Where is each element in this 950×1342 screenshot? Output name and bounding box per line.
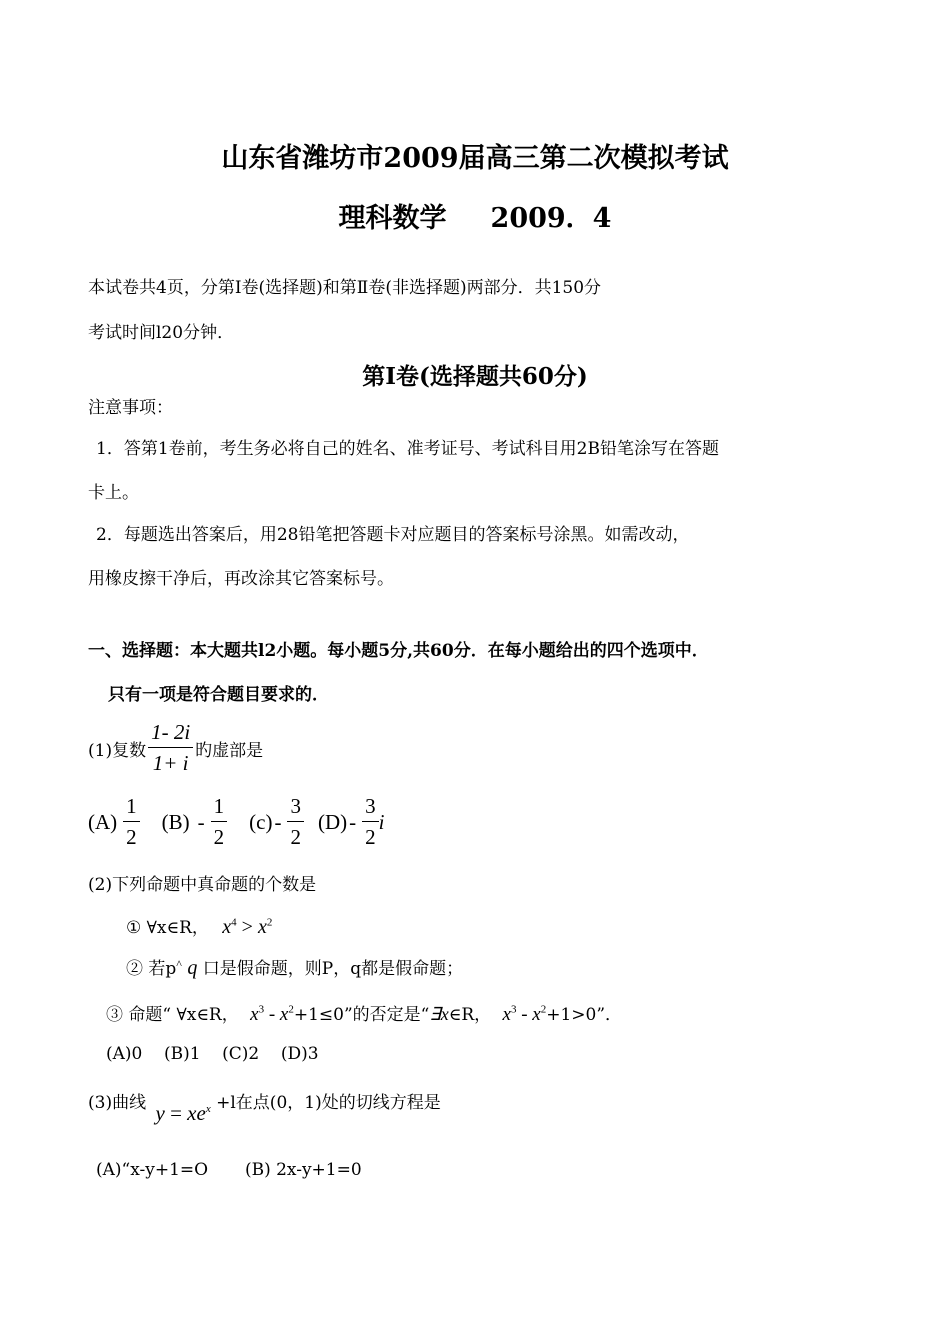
q1-option-a-num: 1	[123, 796, 140, 822]
q1-option-b-num: 1	[211, 796, 228, 822]
q3-option-b: (B) 2x-y+1=0	[244, 1160, 362, 1180]
subject-label: 理科数学	[338, 203, 447, 234]
question-2-stem: (2)下列命题中真命题的个数是	[88, 875, 317, 895]
q1-denominator: 1+ i	[152, 751, 189, 775]
exam-subtitle	[0, 196, 950, 235]
q2-item-3-mid: +1≤0”的否定是“	[293, 1005, 430, 1025]
q2-item-3-exists: ∃x	[429, 1004, 449, 1024]
q2-item-3-mid2: ∈R，	[448, 1005, 492, 1025]
q1-option-c-label: (c)	[249, 809, 273, 834]
q3-suffix: +l在点(0，1)处的切线方程是	[216, 1093, 441, 1113]
note-2-line-2: 用橡皮擦干净后，再改涂其它答案标号。	[88, 569, 394, 589]
intro-line-1: 本试卷共4页，分第I卷(选择题)和第Ⅱ卷(非选择题)两部分．共150分	[88, 278, 602, 298]
q2-item-2-suffix: 口是假命题，则P，q都是假命题；	[202, 959, 464, 979]
part-heading-line-1: 一、选择题：本大题共l2小题。每小题5分,共60分．在每小题给出的四个选项中．	[88, 641, 709, 661]
q1-option-d-sign: -	[349, 809, 357, 834]
q1-option-c-num: 3	[287, 796, 304, 822]
q1-option-d-fraction	[362, 796, 379, 848]
q3-prefix: (3)曲线	[88, 1093, 147, 1113]
note-1-line-2: 卡上。	[88, 483, 139, 503]
q2-item-3-formula-1: $x^3 - x^2$	[250, 1003, 294, 1025]
q1-option-a-den: 2	[126, 825, 137, 849]
q1-option-d-unit: i	[378, 809, 385, 834]
q2-item-1-formula: $x^4 > x^2$	[222, 916, 273, 938]
q3-formula: $y = xe^x$	[155, 1101, 211, 1125]
q2-options: (A)0 (B)1 (C)2 (D)3	[106, 1044, 319, 1064]
q1-option-a-label: (A)	[88, 809, 118, 834]
q1-option-b-label: (B)	[161, 809, 190, 834]
intro-line-2: 考试时间l20分钟．	[88, 323, 235, 343]
q3-option-a: (A)“x-y+1=O	[96, 1160, 209, 1180]
question-3-stem	[88, 1088, 441, 1125]
question-1-options	[88, 793, 384, 851]
q2-item-2: ② 若p^ q 口是假命题，则P，q都是假命题；	[126, 957, 464, 979]
q2-item-1-prefix: ① ∀x∈R，	[126, 918, 209, 938]
q2-item-2-q: q	[187, 957, 198, 979]
q1-option-c-fraction	[287, 796, 304, 848]
note-1-line-1: 1．答第1卷前，考生务必将自己的姓名、准考证号、考试科目用2B铅笔涂写在答题	[96, 439, 719, 459]
exam-title: 山东省潍坊市2009届高三第二次模拟考试	[221, 143, 729, 174]
q1-prefix: (1)复数	[88, 740, 147, 761]
q1-numerator: 1- 2i	[148, 722, 193, 748]
q2-item-3-suffix: +1>0”．	[546, 1005, 623, 1025]
note-2-line-1: 2．每题选出答案后，用28铅笔把答题卡对应题目的答案标号涂黑。如需改动，	[96, 525, 690, 545]
q1-option-d-num: 3	[362, 796, 379, 822]
q1-option-d-label: (D)	[317, 809, 348, 834]
q2-item-2-prefix: ② 若p	[126, 959, 177, 979]
q1-option-d-den: 2	[365, 825, 376, 849]
q2-item-1	[126, 913, 272, 939]
section-heading: 第I卷(选择题共60分)	[362, 363, 588, 390]
q2-item-3-formula-2: $x^3 - x^2$	[502, 1003, 547, 1025]
q1-option-c-den: 2	[290, 825, 301, 849]
notes-label: 注意事项：	[88, 398, 173, 418]
q1-option-b-den: 2	[213, 825, 225, 849]
q1-fraction	[148, 722, 193, 774]
q2-item-3-prefix: ③ 命题“ ∀x∈R，	[106, 1005, 239, 1025]
q1-option-c-sign: -	[274, 809, 282, 834]
part-heading-line-2: 只有一项是符合题目要求的．	[108, 685, 329, 705]
q3-options	[96, 1160, 362, 1180]
q1-option-b-sign: -	[197, 809, 205, 834]
q1-option-b-fraction	[211, 796, 228, 848]
question-1-stem	[88, 722, 263, 774]
q1-suffix: 旳虚部是	[195, 740, 264, 761]
q1-option-a-fraction	[123, 796, 140, 848]
exam-date: 2009．4	[490, 203, 612, 234]
q2-item-3	[106, 1000, 622, 1026]
